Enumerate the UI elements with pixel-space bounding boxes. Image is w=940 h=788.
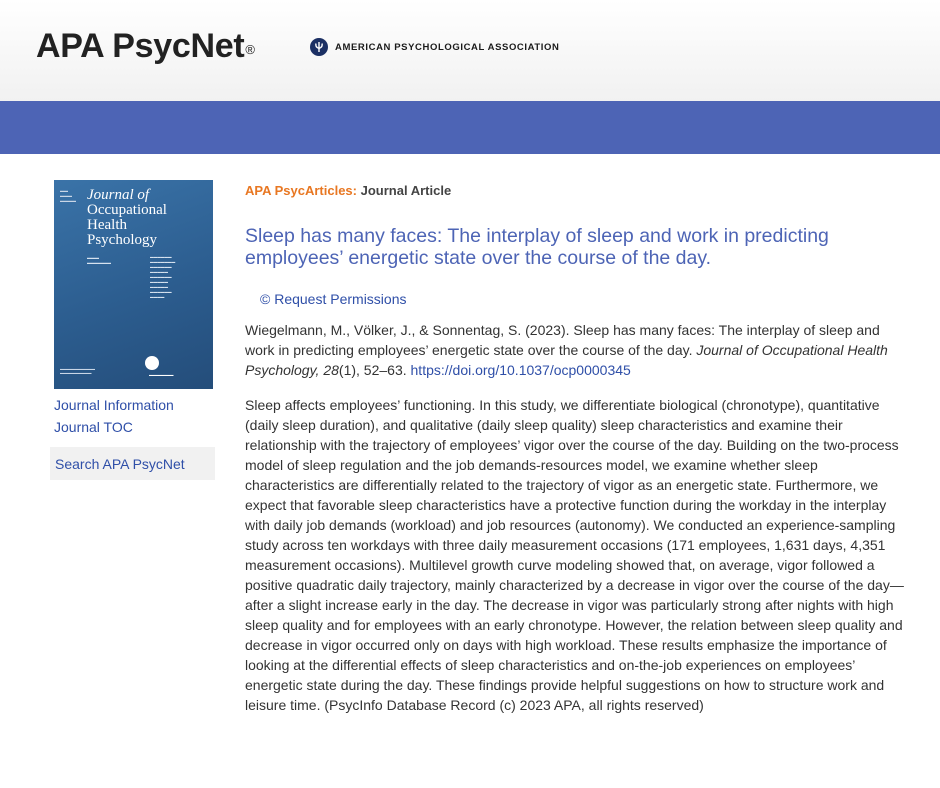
cover-title-line3: Health <box>87 217 127 233</box>
source-label: APA PsycArticles: <box>245 183 357 198</box>
apa-org-link[interactable] <box>310 38 559 56</box>
nav-bar <box>0 101 940 154</box>
cover-title-line2: Occupational <box>87 202 167 218</box>
cover-issn: ▬▬▬▬▬▬▬ <box>149 373 174 377</box>
journal-information-link[interactable]: Journal Information <box>54 397 174 413</box>
citation-journal: Journal of Occupational Health Psychology, 28 <box>245 342 888 378</box>
cover-volume-info: ▬▬ ▬▬▬ ▬▬▬▬ <box>60 188 76 203</box>
abstract-text: Sleep affects employees’ functioning. In this study, we differentiate biological (chronotype), quantitative (daily sleep duration), and qualitative (daily sleep quality) sleep characteristics and examine their relationship with the trajectory of employees’ vigor over the course of the day. Building on the two-process model of sleep regulation and the job demands-resources model, we examine whether sleep characteristics are differentially related to the trajectory of vigor as an energetic state. Furthermore, we expect that favorable sleep characteristics have a protective function during the workday in the interplay with daily job demands (workload) and job resources (autonomy). We conducted an experience-sampling study across ten workdays with three daily measurement occasions (171 employees, 1,631 days, 4,351 measurement occasions). Multilevel growth curve modeling showed that, on average, vigor followed a positive quadratic daily trajectory, mainly characterized by a decrease in vigor over the course of the day—after a slight increase early in the day. The decrease in vigor was particularly strong after nights with high sleep quality and for employees with an early chronotype. However, the relation between sleep quality and decrease in vigor occurred only on days with high workload. These results emphasize the importance of looking at the differential effects of sleep characteristics and on-the-job experiences on employees’ energetic state during the day. These findings provide helpful suggestions on how to structure work and leisure time. (PsycInfo Database Record (c) 2023 APA, all rights reserved) <box>245 397 904 713</box>
cover-title-line4: Psychology <box>87 232 158 248</box>
citation-text <box>245 320 903 380</box>
apa-emblem-icon <box>310 38 328 56</box>
cover-editor: ▬▬▬ ▬▬▬▬▬▬ <box>87 255 111 265</box>
apa-org-name: AMERICAN PSYCHOLOGICAL ASSOCIATION <box>335 41 560 53</box>
search-psycnet-link[interactable]: Search APA PsycNet <box>55 455 185 472</box>
site-header <box>0 0 940 101</box>
citation-issue-pages: (1), 52–63. <box>338 362 411 378</box>
article-title: Sleep has many faces: The interplay of sleep and work in predicting employees’ energetic state over the course of the day. <box>245 225 829 269</box>
cover-apa-logo-icon <box>145 356 159 370</box>
psycnet-logo[interactable] <box>36 26 255 66</box>
search-psycnet-box[interactable] <box>50 447 215 480</box>
cover-journal-title <box>87 188 167 248</box>
journal-cover-image[interactable] <box>54 180 213 389</box>
cover-title-line1: Journal of <box>87 187 150 203</box>
cover-associate-editors: ▬▬▬▬▬▬ ▬▬▬▬▬▬▬ ▬▬▬▬▬▬ ▬▬▬▬▬ ▬▬▬▬▬▬ ▬▬▬▬▬ ▬▬▬▬▬ ▬▬▬▬▬▬ ▬▬▬▬ <box>150 255 176 299</box>
doi-link[interactable]: https://doi.org/10.1037/ocp0000345 <box>410 362 631 378</box>
citation-authors: Wiegelmann, M., Völker, J., & Sonnentag, S. (2023). Sleep has many faces: The interplay of sleep and work in predicting employees’ energetic state over the course of the day. <box>245 322 880 358</box>
registered-mark: ® <box>245 42 255 57</box>
cover-small-print: ▬▬▬▬▬▬▬▬▬▬ ▬▬▬▬▬▬▬▬▬ <box>60 367 95 375</box>
logo-text: APA PsycNet <box>36 27 245 65</box>
article-type: Journal Article <box>360 183 452 198</box>
doc-type-label <box>245 183 451 198</box>
request-permissions-link[interactable]: © Request Permissions <box>260 291 407 307</box>
journal-toc-link[interactable]: Journal TOC <box>54 419 133 435</box>
